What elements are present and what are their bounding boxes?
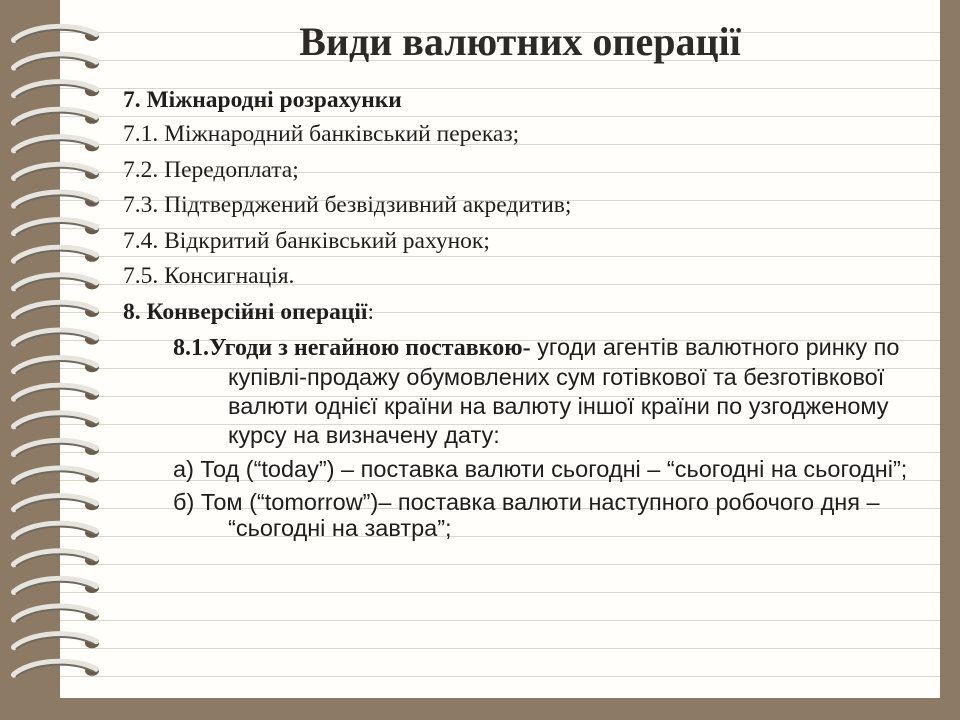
binding-ring xyxy=(14,551,99,566)
binding-ring xyxy=(14,248,99,263)
binding-ring xyxy=(14,524,99,539)
binding-ring xyxy=(14,220,99,235)
binding-ring xyxy=(14,606,99,621)
binding-ring xyxy=(14,110,99,125)
binding-ring xyxy=(14,413,99,428)
binding-ring xyxy=(14,386,99,401)
binding-ring xyxy=(14,634,99,649)
page-bottom-edge xyxy=(60,698,940,720)
binding-ring xyxy=(14,358,99,373)
subsection-8-1-label: 8.1.Угоди з негайною поставкою- xyxy=(173,335,531,361)
binding-ring xyxy=(14,137,99,152)
page-title: Види валютних операції xyxy=(299,19,741,64)
binding-ring xyxy=(14,662,99,677)
list-item-7-1: 7.1. Міжнародний банківський переказ; xyxy=(123,121,520,147)
section-8-heading xyxy=(123,298,923,327)
binding-ring xyxy=(14,165,99,180)
binding-ring xyxy=(14,330,99,345)
binding-ring xyxy=(14,579,99,594)
list-item-7-2: 7.2. Передоплата; xyxy=(123,156,299,183)
option-tod: а) Тод (“today”) – поставка валюти сьогодні – “сьогодні на сьогодні”; xyxy=(173,456,908,482)
subsection-8-1 xyxy=(173,333,923,450)
binding-ring xyxy=(14,275,99,290)
binding-ring xyxy=(14,82,99,97)
section-8-heading-colon: : xyxy=(367,298,374,325)
list-item-7-4: 7.4. Відкритий банківський рахунок; xyxy=(123,227,490,254)
binding-ring xyxy=(14,496,99,511)
list-item-7-5: 7.5. Консигнація. xyxy=(123,263,295,289)
subsection-8-1-text: угоди агентів валютного ринку по купівлі-продажу обумовлених сум готівкової та безготівкової валюти однієї країни на валюту іншої країни по узгодженому курсу на визначену дату: xyxy=(228,334,900,448)
section-8-heading-text: 8. Конверсійні операції xyxy=(123,298,368,325)
option-tom: б) Том (“tomorrow”)– поставка валюти наступного робочого дня – “сьогодні на завтра”; xyxy=(173,489,880,541)
list-item-7-3: 7.3. Підтверджений безвідзивний акредитив; xyxy=(123,192,572,218)
content-area xyxy=(123,86,923,548)
binding-ring xyxy=(14,192,99,207)
binding-ring xyxy=(14,441,99,456)
section-7-heading: 7. Міжнародні розрахунки xyxy=(123,87,402,113)
spiral-binding xyxy=(0,0,120,720)
binding-ring xyxy=(14,468,99,483)
binding-ring xyxy=(14,303,99,318)
